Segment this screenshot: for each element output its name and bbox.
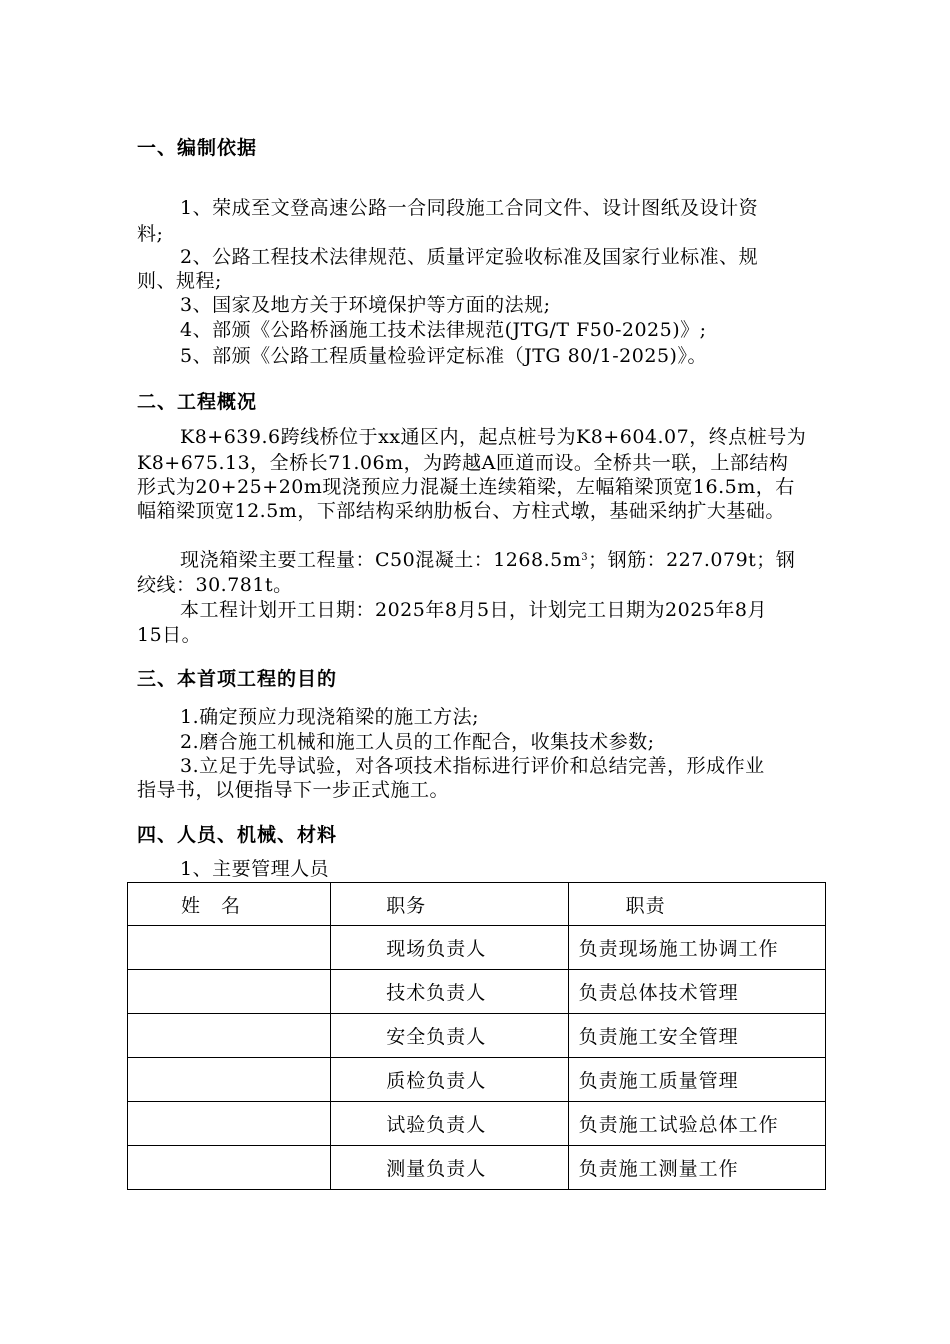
cell-name [128, 926, 331, 970]
staff-table [127, 882, 826, 1190]
cell-name [128, 970, 331, 1014]
section3-item-2: 2.磨合施工机械和施工人员的工作配合，收集技术参数; [180, 731, 655, 753]
cell-name [128, 1014, 331, 1058]
cell-duty: 负责施工测量工作 [568, 1146, 825, 1190]
header-name: 姓 名 [128, 883, 331, 926]
section1-item-1-cont: 料; [137, 223, 164, 245]
table-row [128, 926, 826, 970]
table-header-row [128, 883, 826, 926]
section2-para3-line2: 15日。 [137, 624, 202, 646]
cell-duty: 负责施工安全管理 [568, 1014, 825, 1058]
section2-para3-line1: 本工程计划开工日期：2025年8月5日，计划完工日期为2025年8月 [180, 599, 767, 621]
header-duty: 职责 [568, 883, 825, 926]
cell-duty: 负责现场施工协调工作 [568, 926, 825, 970]
table-row [128, 1102, 826, 1146]
cell-duty: 负责总体技术管理 [568, 970, 825, 1014]
cell-position: 质检负责人 [331, 1058, 568, 1102]
section3-item-3: 3.立足于先导试验，对各项技术指标进行评价和总结完善，形成作业 [180, 755, 765, 777]
section1-heading: 一、编制依据 [137, 137, 258, 159]
cell-position: 试验负责人 [331, 1102, 568, 1146]
section3-heading: 三、本首项工程的目的 [137, 668, 338, 690]
quantity-text-b: ；钢筋：227.079t；钢 [588, 549, 796, 571]
section1-item-1: 1、荣成至文登高速公路一合同段施工合同文件、设计图纸及设计资 [180, 197, 759, 219]
table-row [128, 970, 826, 1014]
section4-heading: 四、人员、机械、材料 [137, 824, 338, 846]
section1-item-2-cont: 则、规程; [137, 270, 222, 292]
header-position: 职务 [331, 883, 568, 926]
cell-position: 安全负责人 [331, 1014, 568, 1058]
section1-item-5: 5、部颁《公路工程质量检验评定标准（JTG 80/1-2025)》。 [180, 345, 707, 367]
cell-name [128, 1058, 331, 1102]
table-row [128, 1058, 826, 1102]
cell-duty: 负责施工试验总体工作 [568, 1102, 825, 1146]
quantity-text-a: 现浇箱梁主要工程量：C50混凝土：1268.5m [180, 549, 582, 571]
section1-item-4: 4、部颁《公路桥涵施工技术法律规范(JTG/T F50-2025)》; [180, 319, 707, 341]
section2-para2-line1 [180, 547, 795, 573]
section1-item-3: 3、国家及地方关于环境保护等方面的法规; [180, 294, 551, 316]
superscript-3: 3 [581, 552, 589, 563]
cell-duty: 负责施工质量管理 [568, 1058, 825, 1102]
section3-item-3-cont: 指导书，以便指导下一步正式施工。 [137, 779, 450, 801]
table-row [128, 1146, 826, 1190]
section2-para2-line2: 绞线：30.781t。 [137, 574, 293, 596]
cell-position: 技术负责人 [331, 970, 568, 1014]
cell-position: 现场负责人 [331, 926, 568, 970]
section2-heading: 二、工程概况 [137, 391, 258, 413]
section2-para1-line1: K8+639.6跨线桥位于xx通区内，起点桩号为K8+604.07，终点桩号为 [180, 426, 807, 448]
section2-para1-line4: 幅箱梁顶宽12.5m，下部结构采纳肋板台、方柱式墩，基础采纳扩大基础。 [137, 500, 785, 522]
section4-sub1: 1、主要管理人员 [180, 858, 330, 880]
section2-para1-line2: K8+675.13，全桥长71.06m，为跨越A匝道而设。全桥共一联，上部结构 [137, 452, 789, 474]
table-row [128, 1014, 826, 1058]
cell-name [128, 1102, 331, 1146]
cell-name [128, 1146, 331, 1190]
cell-position: 测量负责人 [331, 1146, 568, 1190]
section3-item-1: 1.确定预应力现浇箱梁的施工方法; [180, 706, 480, 728]
section1-item-2: 2、公路工程技术法律规范、质量评定验收标准及国家行业标准、规 [180, 246, 759, 268]
section2-para1-line3: 形式为20+25+20m现浇预应力混凝土连续箱梁，左幅箱梁顶宽16.5m，右 [137, 476, 795, 498]
